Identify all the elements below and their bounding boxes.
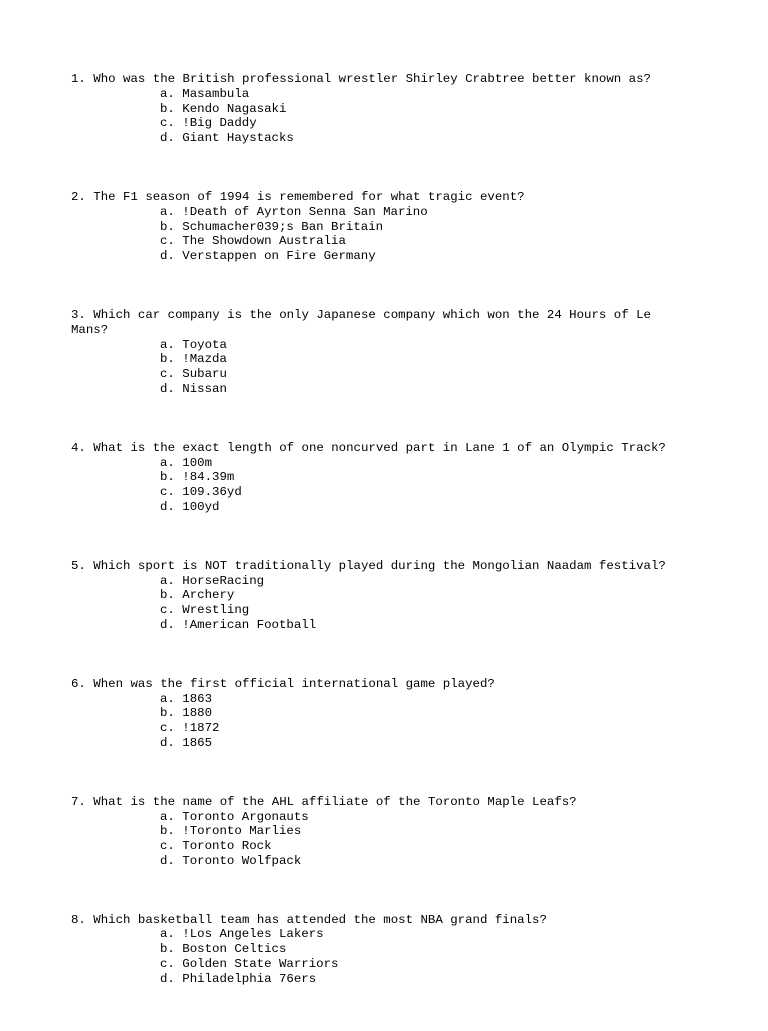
option-c: c. !Big Daddy	[160, 116, 257, 131]
option-b: b. Archery	[160, 588, 235, 603]
option-c: c. Wrestling	[160, 603, 250, 618]
option-c: c. Golden State Warriors	[160, 957, 339, 972]
question-text: 8. Which basketball team has attended the most NBA grand finals?	[71, 912, 547, 927]
option-list	[71, 692, 691, 751]
question-7	[71, 795, 691, 869]
question-text: 7. What is the name of the AHL affiliate of the Toronto Maple Leafs?	[71, 794, 577, 809]
option-a: a. 100m	[160, 455, 213, 470]
option-d: d. Verstappen on Fire Germany	[160, 249, 376, 264]
option-d: d. Toronto Wolfpack	[160, 853, 302, 868]
quiz-document	[71, 72, 691, 1031]
option-c: c. Subaru	[160, 367, 227, 382]
option-d: d. !American Football	[160, 617, 317, 632]
question-4	[71, 441, 691, 515]
option-list	[71, 574, 691, 633]
option-list	[71, 338, 691, 397]
option-list	[71, 927, 691, 986]
option-c: c. The Showdown Australia	[160, 234, 346, 249]
question-text: 6. When was the first official international game played?	[71, 676, 495, 691]
option-a: a. Toyota	[160, 337, 227, 352]
option-list	[71, 205, 691, 264]
option-d: d. 1865	[160, 735, 213, 750]
option-list	[71, 456, 691, 515]
option-list	[71, 87, 691, 146]
option-b: b. !84.39m	[160, 470, 235, 485]
question-6	[71, 677, 691, 751]
option-b: b. Schumacher039;s Ban Britain	[160, 219, 384, 234]
option-d: d. 100yd	[160, 499, 220, 514]
option-a: a. Masambula	[160, 86, 250, 101]
option-a: a. !Death of Ayrton Senna San Marino	[160, 204, 428, 219]
option-d: d. Philadelphia 76ers	[160, 971, 317, 986]
question-3	[71, 308, 691, 397]
option-a: a. 1863	[160, 691, 213, 706]
question-text: 5. Which sport is NOT traditionally played during the Mongolian Naadam festival?	[71, 558, 666, 573]
option-b: b. !Mazda	[160, 352, 227, 367]
question-1	[71, 72, 691, 146]
option-c: c. 109.36yd	[160, 485, 242, 500]
option-a: a. !Los Angeles Lakers	[160, 927, 324, 942]
option-list	[71, 810, 691, 869]
option-d: d. Nissan	[160, 381, 227, 396]
option-c: c. Toronto Rock	[160, 839, 272, 854]
option-c: c. !1872	[160, 721, 220, 736]
question-8	[71, 913, 691, 987]
option-a: a. HorseRacing	[160, 573, 265, 588]
option-b: b. Kendo Nagasaki	[160, 101, 287, 116]
question-text: 2. The F1 season of 1994 is remembered for what tragic event?	[71, 189, 525, 204]
option-a: a. Toronto Argonauts	[160, 809, 309, 824]
option-d: d. Giant Haystacks	[160, 131, 294, 146]
question-5	[71, 559, 691, 633]
question-text: 4. What is the exact length of one noncurved part in Lane 1 of an Olympic Track?	[71, 440, 666, 455]
question-2	[71, 190, 691, 264]
question-text: 1. Who was the British professional wrestler Shirley Crabtree better known as?	[71, 72, 651, 86]
option-b: b. Boston Celtics	[160, 942, 287, 957]
option-b: b. 1880	[160, 706, 213, 721]
option-b: b. !Toronto Marlies	[160, 824, 302, 839]
question-text: 3. Which car company is the only Japanese company which won the 24 Hours of Le Mans?	[71, 307, 659, 337]
